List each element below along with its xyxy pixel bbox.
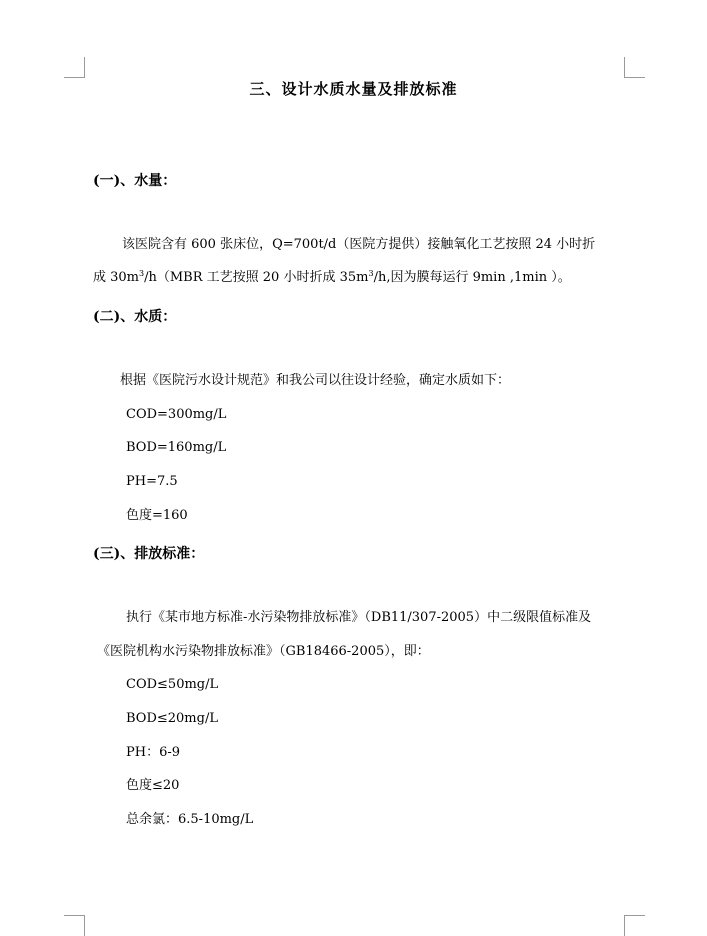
water-quality-item: PH=7.5 bbox=[126, 474, 178, 489]
discharge-standard-item: BOD≤20mg/L bbox=[126, 711, 218, 726]
water-quality-item: BOD=160mg/L bbox=[126, 440, 227, 455]
crop-mark-top-right bbox=[624, 57, 645, 78]
document-title: 三、设计水质水量及排放标准 bbox=[249, 80, 458, 98]
water-quantity-line-2-part-a: 成 30m bbox=[93, 270, 140, 285]
superscript-3: 3 bbox=[368, 269, 374, 278]
discharge-standard-line-2: 《医院机构水污染物排放标准》（GB18466-2005），即： bbox=[97, 644, 430, 659]
water-quality-item: 色度=160 bbox=[126, 508, 188, 523]
water-quantity-line-1: 该医院含有 600 张床位，Q=700t/d（医院方提供）接触氧化工艺按照 24 小时折 bbox=[122, 237, 596, 252]
section-heading-water-quantity: (一)、水量： bbox=[93, 173, 177, 189]
discharge-standard-item: PH：6-9 bbox=[126, 745, 181, 760]
water-quantity-line-2-part-c: /h,因为膜每运行 9min ,1min ）。 bbox=[373, 270, 571, 285]
superscript-3: 3 bbox=[139, 269, 145, 278]
discharge-standard-item: COD≤50mg/L bbox=[126, 677, 219, 692]
discharge-standard-line-1: 执行《某市地方标准-水污染物排放标准》（DB11/307-2005）中二级限值标准及 bbox=[126, 610, 592, 625]
discharge-standard-item: 色度≤20 bbox=[126, 778, 180, 793]
water-quantity-line-2 bbox=[93, 268, 571, 288]
section-heading-water-quality: (二)、水质： bbox=[93, 309, 177, 325]
water-quantity-line-2-part-b: /h（MBR 工艺按照 20 小时折成 35m bbox=[144, 270, 369, 285]
water-quality-intro: 根据《医院污水设计规范》和我公司以往设计经验，确定水质如下： bbox=[120, 373, 511, 388]
crop-mark-top-left bbox=[64, 57, 85, 78]
discharge-standard-item: 总余氯：6.5-10mg/L bbox=[126, 812, 254, 827]
water-quality-item: COD=300mg/L bbox=[126, 407, 227, 422]
section-heading-discharge-standard: (三)、排放标准： bbox=[93, 546, 205, 562]
